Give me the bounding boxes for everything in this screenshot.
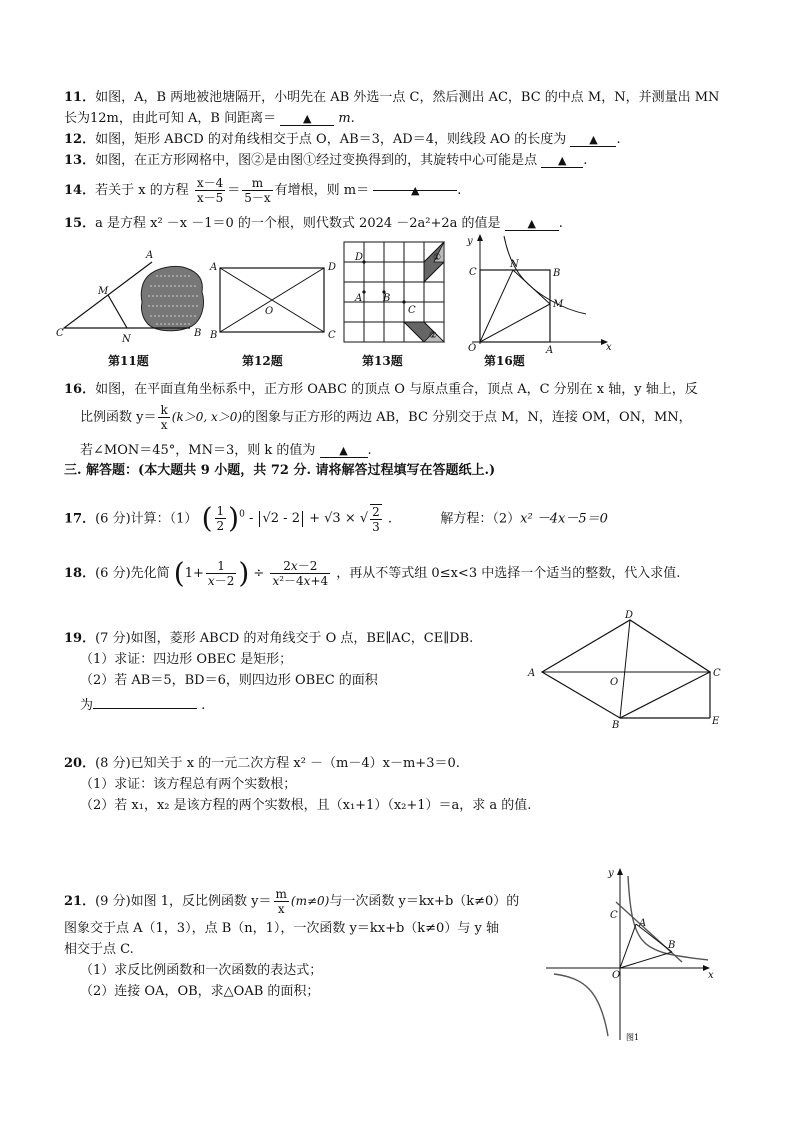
- q11-line1: [64, 89, 719, 107]
- fig11-label-M: M: [98, 286, 109, 297]
- q11-unit: m.: [338, 111, 355, 126]
- fig16-label-N: N: [510, 259, 519, 270]
- q12-number: 12．: [64, 132, 96, 147]
- fig21-caption: 图1: [626, 1033, 640, 1042]
- q11-line2: [64, 110, 355, 128]
- section3-heading: 三. 解答题：(本大题共 9 小题，共 72 分. 请将解答过程填写在答题纸上.): [64, 463, 496, 478]
- q19-line1: 19．(7 分)如图，菱形 ABCD 的对角线交于 O 点，BE∥AC，CE∥DB.: [64, 631, 474, 646]
- midline-MN: [108, 295, 127, 328]
- q16-line1: [64, 381, 698, 399]
- fig16-label-C: C: [469, 267, 477, 278]
- fig16-caption: 第16题: [484, 354, 525, 368]
- hyperbola-branch-2: [554, 974, 608, 1036]
- q19-answer-blank[interactable]: [93, 693, 197, 709]
- fig11-label-C: C: [56, 328, 64, 339]
- q15-line: 15．a 是方程 x² －x －1＝0 的一个根，则代数式 2024 －2a²+2a 的值是 ▲ .: [64, 216, 563, 231]
- q16-line3: 若∠MON＝45°，MN＝3，则 k 的值为 ▲ .: [80, 443, 372, 458]
- fig12-label-B: B: [210, 330, 218, 341]
- q16-fraction: $\frac{k}{x}$: [160, 403, 168, 432]
- fig19-label-D: D: [625, 610, 634, 621]
- q12-line: 12．如图，矩形 ABCD 的对角线相交于点 O，AB＝3，AD＝4，则线段 AO 的长度为 ▲ .: [64, 132, 621, 147]
- fig19-label-A: A: [528, 668, 536, 679]
- fig12-caption: 第12题: [242, 354, 283, 368]
- q17-expression: ( $\frac{1}{2}$ )$^0$ - √2 - 2 + √3 × √ $\frac{2}{3}$: [201, 501, 380, 535]
- q14-answer-blank[interactable]: ▲: [373, 175, 457, 191]
- q19-number: 19．: [64, 631, 96, 646]
- q14-fraction-2: $\frac{m}{5-x}$: [244, 176, 271, 205]
- fig13-caption: 第13题: [362, 354, 403, 368]
- q21-line1: 21．(9 分)如图 1，反比例函数 y＝ $\frac{m}{x}$ (m≠0)与一次函数 y＝kx+b（k≠0）的: [64, 887, 520, 916]
- fig12-label-A: A: [210, 262, 218, 273]
- q12-text: 如图，矩形 ABCD 的对角线相交于点 O，AB＝3，AD＝4，则线段 AO 的长度为: [95, 132, 567, 147]
- q19-sub2: （2）若 AB＝5，BD＝6，则四边形 OBEC 的面积: [80, 673, 378, 688]
- fig21-label-O: O: [612, 970, 621, 981]
- fig13-label-B: B: [383, 293, 391, 304]
- q15-answer-blank[interactable]: ▲: [505, 215, 559, 231]
- q18-expression: (1+ $\frac{1}{x-2}$ ) ÷ $\frac{2x-2}{\text{x²－4x+4}}$: [173, 556, 329, 590]
- q21-line3: 相交于点 C.: [64, 942, 134, 957]
- q14-number: 14．: [64, 183, 96, 198]
- q14-text-a: 若关于 x 的方程: [95, 183, 189, 198]
- q13-line: 13．如图，在正方形网格中，图②是由图①经过变换得到的，其旋转中心可能是点 ▲ .: [64, 153, 588, 168]
- q11-text: 如图，A，B 两地被池塘隔开，小明先在 AB 外选一点 C，然后测出 AC，BC 的中点 M，N，并测量出 MN: [95, 90, 720, 105]
- fig16-label-A: A: [546, 345, 554, 356]
- figure-11: [56, 246, 206, 346]
- q14-text-b: 有增根，则 m＝: [274, 183, 370, 198]
- fig11-label-N: N: [122, 334, 131, 345]
- q16-number: 16．: [64, 382, 96, 397]
- q16-line2: 比例函数 y＝ $\frac{k}{x}$ (k＞0, x＞0)的图象与正方形的两边 AB，BC 分别交于点 M，N，连接 OM，ON，MN，: [80, 403, 692, 432]
- q18-line: 18．(6 分)先化简 (1+ $\frac{1}{x-2}$ ) ÷ $\frac{2x-2}{\text{x²－4x+4}}$ ，再从不等式组 0≤x<3 中选择一个适当的整数，代入求值.: [64, 556, 681, 590]
- segment-OA: [620, 924, 636, 968]
- fig12-label-C: C: [328, 330, 336, 341]
- fig13-label-A: A: [355, 293, 363, 304]
- q15-number: 15．: [64, 216, 96, 231]
- fig16-label-O: O: [468, 343, 477, 354]
- fig16-label-x: x: [606, 342, 612, 353]
- q13-answer-blank[interactable]: ▲: [541, 152, 583, 168]
- figure-21: [544, 864, 724, 1044]
- q20-number: 20．: [64, 756, 96, 771]
- figure-19: [524, 612, 724, 730]
- fig13-label-2: ②: [429, 331, 438, 341]
- fig13-label-C: C: [408, 305, 416, 316]
- q21-fraction: $\frac{m}{x}$: [275, 887, 287, 916]
- segment-OB: [620, 952, 672, 968]
- square-OABC: [480, 270, 550, 342]
- figure-12: [208, 256, 338, 346]
- q21-number: 21．: [64, 894, 96, 909]
- q14-fraction-1: $\frac{x-4}{x-5}$: [196, 176, 224, 205]
- q11-number: 11．: [64, 90, 96, 105]
- q11-text-b: 长为12m，由此可知 A，B 间距离＝: [64, 111, 277, 126]
- q20-line1: 20．(8 分)已知关于 x 的一元二次方程 x² －（m－4）x－m+3＝0.: [64, 756, 460, 771]
- fig21-label-y: y: [608, 868, 614, 879]
- fig21-label-A: A: [639, 918, 647, 929]
- q13-number: 13．: [64, 153, 96, 168]
- q13-text: 如图，在正方形网格中，图②是由图①经过变换得到的，其旋转中心可能是点: [95, 153, 538, 168]
- q18-text-b: ，再从不等式组 0≤x<3 中选择一个适当的整数，代入求值.: [336, 566, 681, 581]
- fig11-label-B: B: [194, 328, 202, 339]
- diagonal-BD: [620, 620, 630, 718]
- q17-part2-label: 解方程：（2）: [440, 511, 521, 527]
- fig19-label-O: O: [610, 677, 619, 688]
- fig11-label-A: A: [146, 250, 154, 261]
- q12-answer-blank[interactable]: ▲: [570, 131, 616, 147]
- q16-answer-blank[interactable]: ▲: [320, 442, 368, 458]
- fig12-label-O: O: [265, 306, 274, 317]
- q11-answer-blank[interactable]: ▲: [280, 110, 334, 126]
- figure-16: [464, 232, 614, 356]
- fig16-label-y: y: [467, 236, 473, 247]
- fig21-label-B: B: [668, 940, 676, 951]
- fig19-label-C: C: [713, 668, 721, 679]
- q16-text-1: 如图，在平面直角坐标系中，正方形 OABC 的顶点 O 与原点重合，顶点 A，C 分别在 x 轴，y 轴上，反: [95, 382, 698, 397]
- fig21-label-C: C: [610, 910, 618, 921]
- q15-text: a 是方程 x² －x －1＝0 的一个根，则代数式 2024 －2a²+2a 的值是: [95, 216, 501, 231]
- q18-number: 18．: [64, 566, 96, 581]
- q17-number: 17．: [64, 511, 96, 527]
- fig12-label-D: D: [328, 262, 337, 273]
- q17-equation: x² －4x－5＝0: [520, 511, 608, 527]
- q21-sub2: （2）连接 OA，OB，求△OAB 的面积；: [80, 984, 320, 999]
- fig16-label-B: B: [553, 268, 561, 279]
- q21-line2: 图象交于点 A（1，3），点 B（n，1），一次函数 y＝kx+b（k≠0）与 y 轴: [64, 921, 499, 936]
- q19-sub2b: 为 .: [80, 693, 205, 715]
- fig13-label-D: D: [355, 252, 364, 263]
- q19-sub1: （1）求证：四边形 OBEC 是矩形；: [80, 652, 293, 667]
- fig13-label-1: ①: [433, 253, 442, 263]
- rhombus-ABCD: [542, 620, 710, 718]
- q21-sub1: （1）求反比例函数和一次函数的表达式；: [80, 963, 323, 978]
- fig21-label-x: x: [708, 970, 714, 981]
- figure-13: [342, 240, 452, 350]
- fig16-label-M: M: [553, 299, 564, 310]
- fig19-label-B: B: [612, 720, 620, 731]
- fig11-caption: 第11题: [108, 354, 149, 368]
- q14-line: 14．若关于 x 的方程 $\frac{x-4}{x-5}$ ＝ $\frac{m}{5-x}$ 有增根，则 m＝ ▲ .: [64, 176, 462, 205]
- hyperbola-curve: [504, 236, 586, 314]
- q20-sub1: （1）求证：该方程总有两个实数根；: [80, 777, 297, 792]
- fig19-label-E: E: [712, 716, 720, 727]
- q17-line: 17．(6 分)计算：（1） ( $\frac{1}{2}$ )$^0$ - √2 - 2 + √3 × √ $\frac{2}{3}$ . 解方程：（2）x² －4x－5＝0: [64, 501, 608, 535]
- q20-sub2: （2）若 x₁，x₂ 是该方程的两个实数根，且（x₁+1）（x₂+1）＝a，求 a 的值.: [80, 798, 532, 813]
